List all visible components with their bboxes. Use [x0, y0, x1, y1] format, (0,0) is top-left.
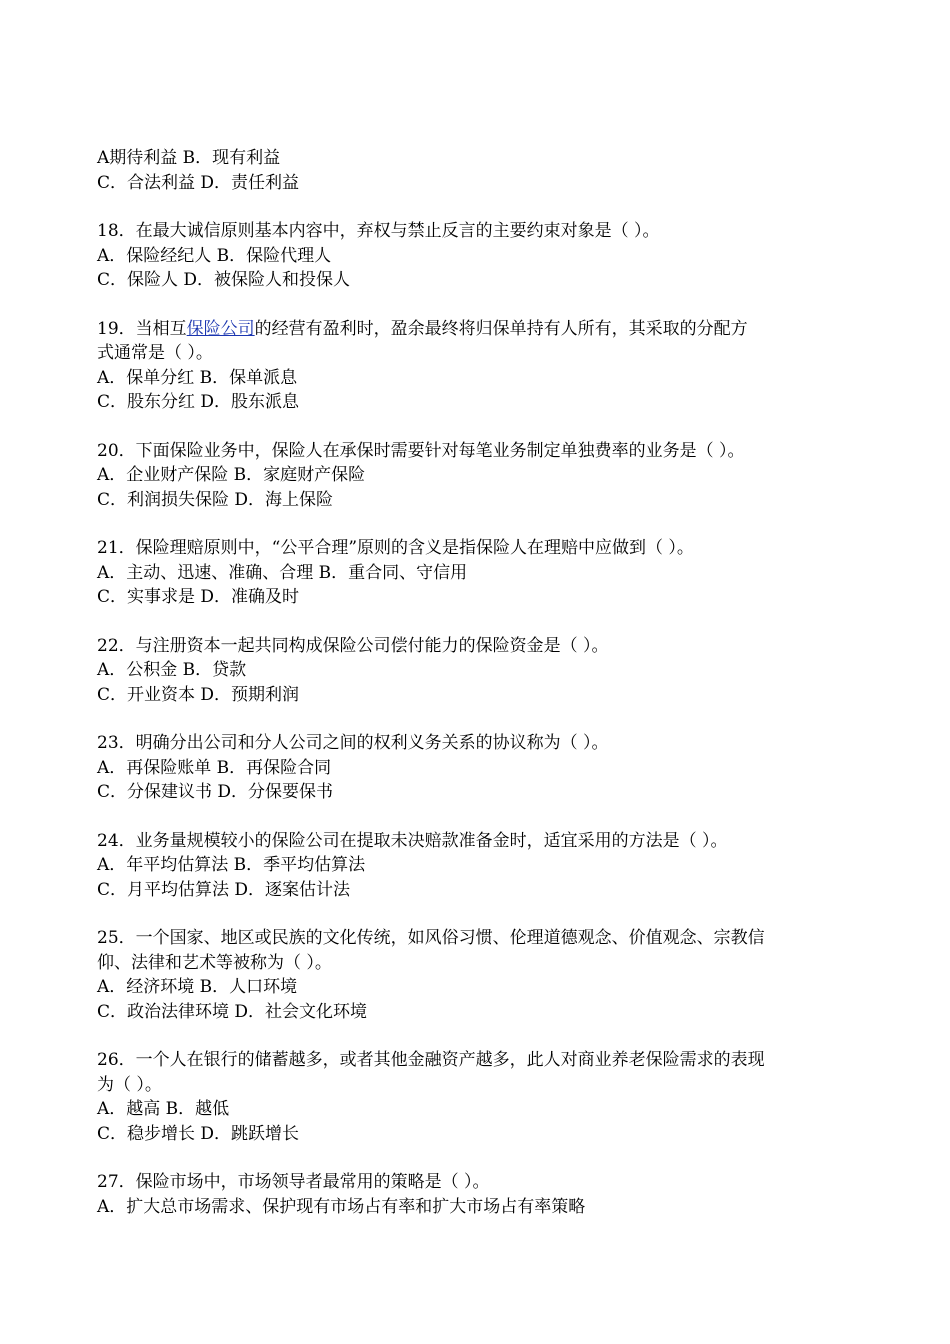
option-line: A．企业财产保险 B．家庭财产保险 [97, 465, 366, 485]
option-line: A．保险经纪人 B．保险代理人 [97, 245, 332, 266]
option-line: C．股东分红 D．股东派息 [97, 392, 300, 412]
question-20 [97, 439, 857, 513]
question-text-cont: 仰、法律和艺术等被称为（ ）。 [97, 952, 332, 973]
question-text-cont: 为（ ）。 [97, 1074, 162, 1095]
option-line: C．保险人 D．被保险人和投保人 [97, 270, 351, 290]
option-line: A．扩大总市场需求、保护现有市场占有率和扩大市场占有率策略 [97, 1196, 586, 1217]
question-text-suffix: 的经营有盈利时，盈余最终将归保单持有人所有，其采取的分配方 [254, 318, 748, 339]
question-text-cont: 式通常是（ ）。 [97, 343, 213, 363]
question-text: 21．保险理赔原则中，“公平合理”原则的含义是指保险人在理赔中应做到（ ）。 [97, 538, 694, 558]
question-17-options [97, 146, 857, 195]
question-24 [97, 829, 857, 903]
option-line: C．开业资本 D．预期利润 [97, 684, 300, 705]
option-line: C．稳步增长 D．跳跃增长 [97, 1123, 300, 1144]
document-page [97, 146, 857, 1243]
option-line: A．再保险账单 B．再保险合同 [97, 757, 332, 778]
option-line: C．月平均估算法 D．逐案估计法 [97, 879, 351, 900]
option-line: A．主动、迅速、准确、合理 B．重合同、守信用 [97, 562, 468, 583]
question-text: 18．在最大诚信原则基本内容中，弃权与禁止反言的主要约束对象是（ ）。 [97, 221, 660, 241]
option-line: A期待利益 B．现有利益 [97, 148, 281, 168]
option-line: A．保单分红 B．保单派息 [97, 367, 298, 388]
insurance-company-link[interactable]: 保险公司 [186, 318, 255, 339]
option-line: A．经济环境 B．人口环境 [97, 977, 298, 997]
option-line: C．政治法律环境 D．社会文化环境 [97, 1001, 368, 1022]
question-26 [97, 1048, 857, 1146]
option-line: A．越高 B．越低 [97, 1099, 230, 1119]
question-22 [97, 634, 857, 708]
question-text: 26．一个人在银行的储蓄越多，或者其他金融资产越多，此人对商业养老保险需求的表现 [97, 1050, 765, 1070]
question-21 [97, 536, 857, 610]
question-text-prefix: 19．当相互 [97, 318, 187, 339]
question-text: 23．明确分出公司和分人公司之间的权利义务关系的协议称为（ ）。 [97, 733, 609, 753]
question-18 [97, 219, 857, 293]
option-line: C．分保建议书 D．分保要保书 [97, 782, 334, 802]
question-19 [97, 317, 857, 415]
question-text [97, 317, 857, 342]
option-line: C．合法利益 D．责任利益 [97, 172, 300, 193]
option-line: C．实事求是 D．准确及时 [97, 587, 300, 607]
question-27 [97, 1170, 857, 1219]
question-text: 22．与注册资本一起共同构成保险公司偿付能力的保险资金是（ ）。 [97, 635, 609, 656]
option-line: C．利润损失保险 D．海上保险 [97, 489, 334, 510]
question-text: 24．业务量规模较小的保险公司在提取未决赔款准备金时，适宜采用的方法是（ ）。 [97, 830, 728, 851]
question-text: 20．下面保险业务中，保险人在承保时需要针对每笔业务制定单独费率的业务是（ ）。 [97, 440, 745, 461]
question-23 [97, 731, 857, 805]
question-25 [97, 926, 857, 1024]
question-text: 25．一个国家、地区或民族的文化传统，如风俗习惯、伦理道德观念、价值观念、宗教信 [97, 928, 765, 948]
question-text: 27．保险市场中，市场领导者最常用的策略是（ ）。 [97, 1172, 490, 1192]
option-line: A．年平均估算法 B．季平均估算法 [97, 855, 366, 875]
option-line: A．公积金 B．贷款 [97, 660, 247, 680]
